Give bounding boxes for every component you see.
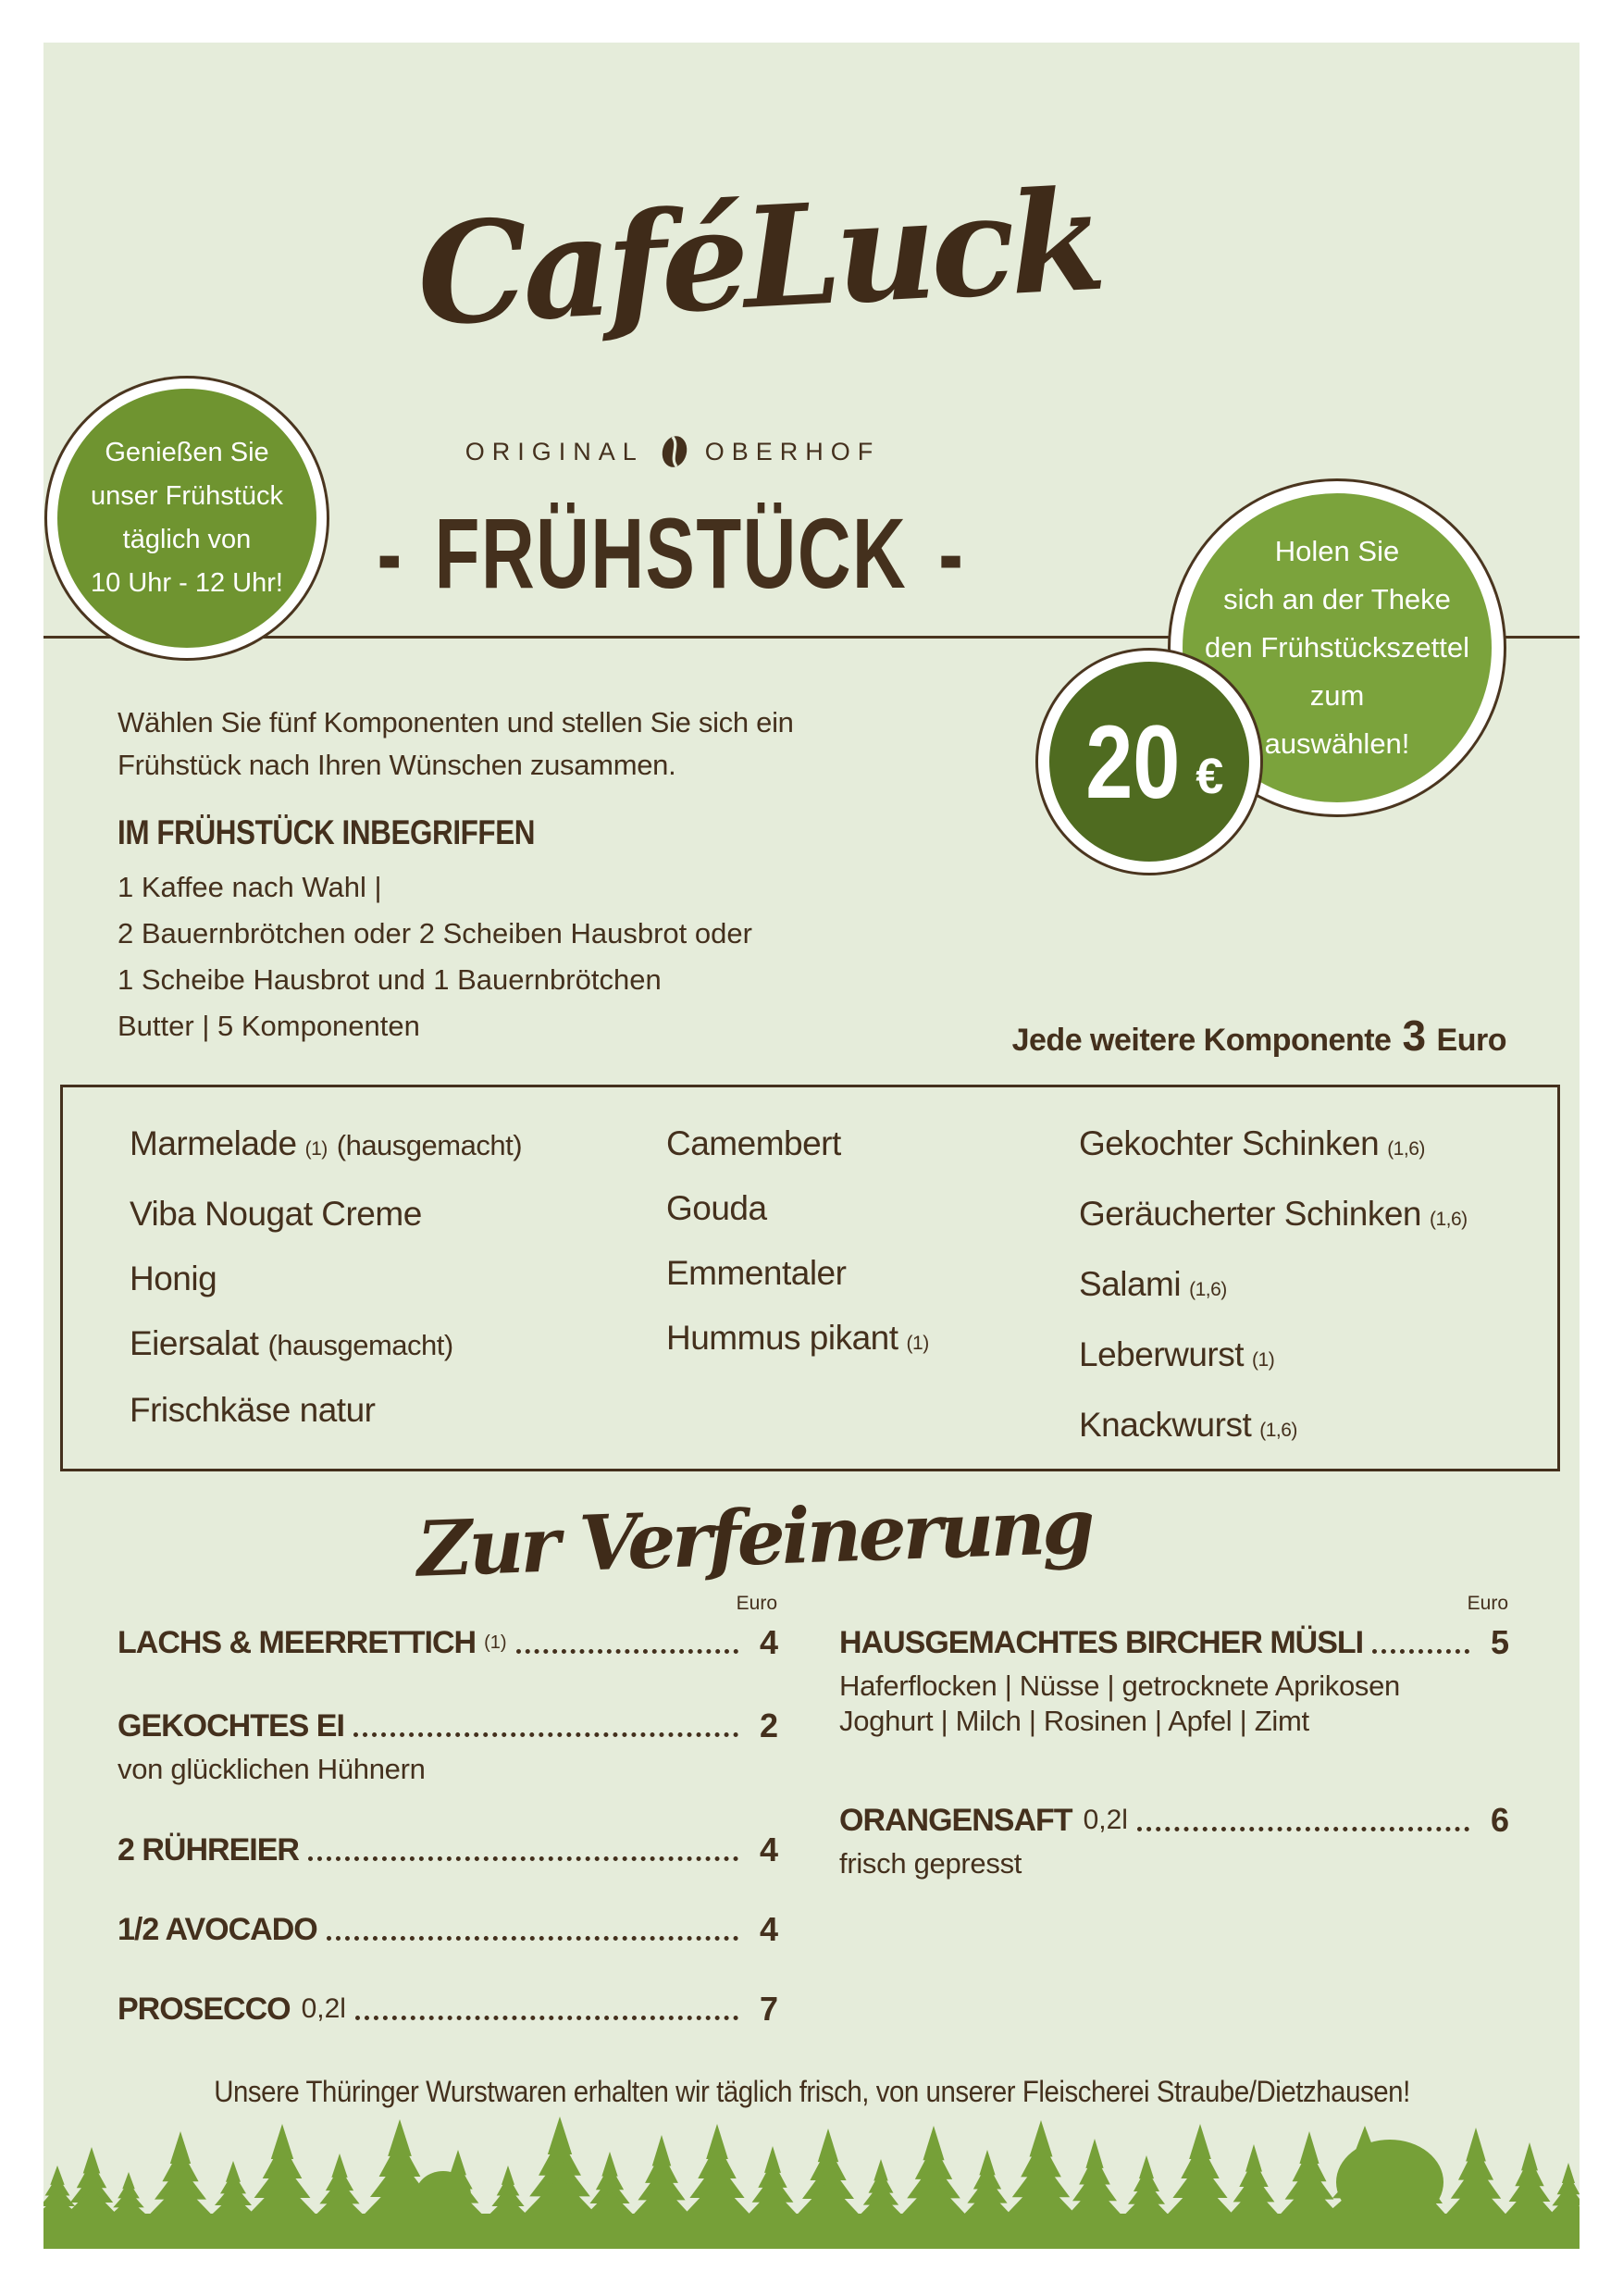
price-row: GEKOCHTES EI 2 — [118, 1706, 777, 1744]
forest-silhouette — [43, 2054, 1580, 2249]
price-badge — [1038, 651, 1260, 873]
menu-page — [43, 43, 1580, 2249]
refinement-list-left — [118, 1594, 777, 2028]
badge-line: auswählen! — [1264, 727, 1410, 760]
included-line: 1 Scheibe Hausbrot und 1 Bauernbrötchen — [118, 963, 662, 996]
dot-leader — [308, 1856, 738, 1861]
component-item: Viba Nougat Creme — [130, 1195, 422, 1233]
badge-line: täglich von — [122, 525, 252, 554]
title-text: FRÜHSTÜCK — [434, 497, 908, 609]
euro-sign: € — [1196, 749, 1224, 804]
intro-line: Frühstück nach Ihren Wünschen zusammen. — [118, 749, 676, 781]
intro-text — [118, 701, 794, 787]
component-item: Frischkäse natur — [130, 1391, 376, 1429]
component-item: Salami (1,6) — [1079, 1265, 1227, 1303]
price-row: ORANGENSAFT 0,2l 6 — [839, 1801, 1508, 1839]
component-item: Camembert — [666, 1124, 841, 1162]
opening-hours-badge — [47, 379, 327, 658]
dot-leader — [355, 2016, 738, 2020]
component-item: Hummus pikant (1) — [666, 1319, 929, 1357]
price-row: PROSECCO 0,2l 7 — [118, 1990, 777, 2028]
price-row-group — [839, 1802, 1508, 1881]
title-dash-right: - — [938, 497, 965, 609]
included-line: 2 Bauernbrötchen oder 2 Scheiben Hausbrot oder — [118, 917, 752, 949]
dot-leader — [1372, 1649, 1469, 1654]
component-item: Emmentaler — [666, 1254, 847, 1292]
dot-leader — [327, 1936, 738, 1941]
intro-line: Wählen Sie fünf Komponenten und stellen Sie sich ein — [118, 706, 794, 738]
refinement-heading: Zur Verfeinerung — [415, 1482, 1093, 1595]
components-column-meat — [1079, 1111, 1468, 1463]
included-line: 1 Kaffee nach Wahl | — [118, 871, 382, 903]
included-heading: IM FRÜHSTÜCK INBEGRIFFEN — [118, 813, 536, 851]
origin-left-label: ORIGINAL — [465, 437, 644, 465]
component-item: Gouda — [666, 1189, 767, 1227]
price-row-subtext: Joghurt | Milch | Rosinen | Apfel | Zimt — [839, 1705, 1309, 1737]
supplier-note: Unsere Thüringer Wurstwaren erhalten wir täglich frisch, von unserer Fleischerei Straube/Dietzhausen! — [213, 2075, 1410, 2108]
included-line: Butter | 5 Komponenten — [118, 1010, 420, 1042]
badge-line: Genießen Sie — [105, 438, 269, 467]
extra-component-price: 3 — [1402, 1011, 1426, 1060]
price-row-group — [839, 1624, 1508, 1739]
badge-line: sich an der Theke — [1223, 583, 1451, 615]
component-item: Honig — [130, 1260, 217, 1297]
component-item: Leberwurst (1) — [1079, 1335, 1275, 1373]
extra-component-unit: Euro — [1436, 1023, 1506, 1058]
price-row-subtext: Haferflocken | Nüsse | getrocknete Aprikosen — [839, 1669, 1400, 1702]
component-item: Knackwurst (1,6) — [1079, 1406, 1297, 1444]
dot-leader — [353, 1732, 738, 1737]
component-item: Geräucherter Schinken (1,6) — [1079, 1195, 1468, 1233]
price-row: LACHS & MEERRETTICH (1) 4 — [118, 1623, 777, 1661]
title-dash-left: - — [377, 497, 403, 609]
component-item: Marmelade (1) (hausgemacht) — [130, 1124, 523, 1162]
price-row: 1/2 AVOCADO 4 — [118, 1910, 777, 1948]
price-row: HAUSGEMACHTES BIRCHER MÜSLI 5 — [839, 1623, 1508, 1661]
coffee-bean-icon — [657, 432, 692, 471]
origin-right-label: OBERHOF — [704, 437, 881, 465]
refinement-list-right — [839, 1594, 1508, 1881]
badge-line: den Frühstückszettel — [1204, 631, 1470, 664]
component-item: Eiersalat (hausgemacht) — [130, 1324, 453, 1362]
cafe-luck-logo: CaféLuck — [413, 158, 1105, 358]
badge-line: zum — [1309, 679, 1365, 712]
included-section — [118, 813, 752, 1049]
price-row: 2 RÜHREIER 4 — [118, 1831, 777, 1868]
extra-component-label: Jede weitere Komponente — [1011, 1023, 1392, 1058]
badge-line: 10 Uhr - 12 Uhr! — [91, 568, 283, 598]
badge-line: Holen Sie — [1274, 535, 1400, 567]
price-row-subtext: frisch gepresst — [839, 1847, 1022, 1880]
components-box — [60, 1085, 1560, 1471]
extra-component-note — [1012, 1011, 1506, 1061]
dot-leader — [1137, 1827, 1469, 1831]
badge-line: unser Frühstück — [91, 481, 283, 511]
euro-column-header: Euro — [1467, 1593, 1508, 1614]
euro-column-header: Euro — [736, 1593, 777, 1614]
components-column-cheese — [666, 1111, 929, 1376]
components-column-spreads — [130, 1111, 522, 1443]
price-row-group — [118, 1707, 777, 1787]
dot-leader — [516, 1649, 738, 1654]
component-item: Gekochter Schinken (1,6) — [1079, 1124, 1425, 1162]
price-amount: 20 — [1084, 703, 1181, 820]
price-row-subtext: von glücklichen Hühnern — [118, 1753, 426, 1785]
